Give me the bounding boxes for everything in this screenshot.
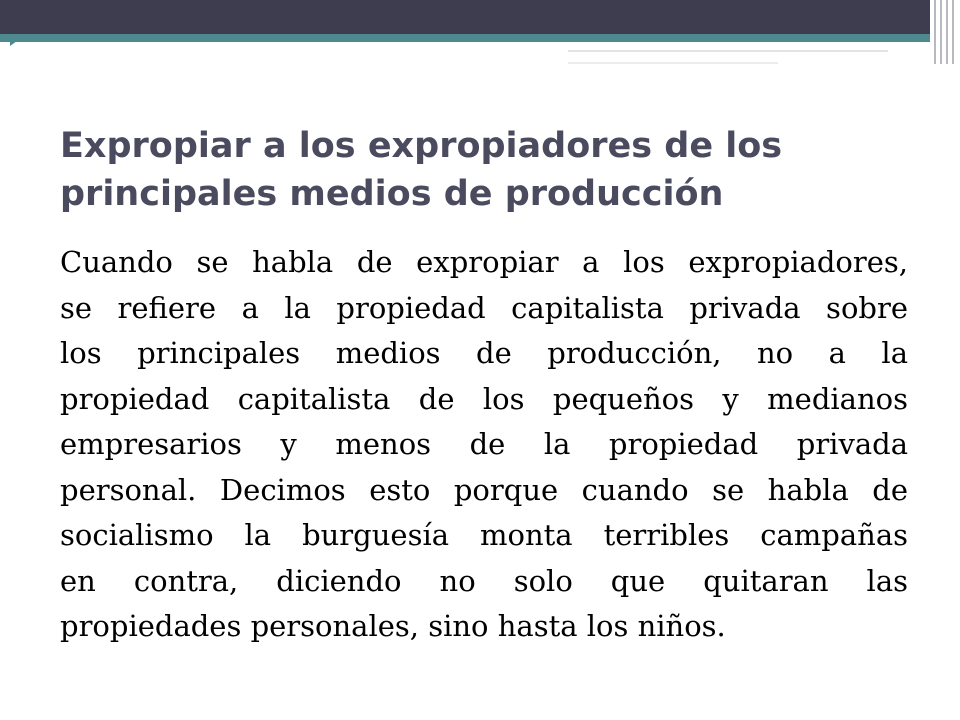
decorative-vertical-lines [932,0,960,64]
decorative-line [568,50,888,52]
body-line: propiedad capitalista de los pequeños y medianos [60,381,908,416]
body-line: se refiere a la propiedad capitalista privada sobre [60,290,908,325]
body-line: socialismo la burguesía monta terribles campañas [60,518,908,552]
header-bar [0,0,930,34]
decorative-line [568,62,778,64]
slide-title: Expropiar a los expropiadores de los principales medios de producción [60,126,783,214]
body-line: en contra, diciendo no solo que quitaran las [60,563,908,598]
accent-arrow-icon [10,36,17,46]
body-line: empresarios y menos de la propiedad privada [60,427,908,461]
accent-bar [0,34,930,42]
body-line: los principales medios de producción, no a la [60,336,908,370]
body-line: Cuando se habla de expropiar a los expropiadores, [60,245,908,279]
slide-body [60,240,908,650]
body-line: propiedades personales, sino hasta los niños. [60,609,726,643]
body-line: personal. Decimos esto porque cuando se habla de [60,472,908,507]
